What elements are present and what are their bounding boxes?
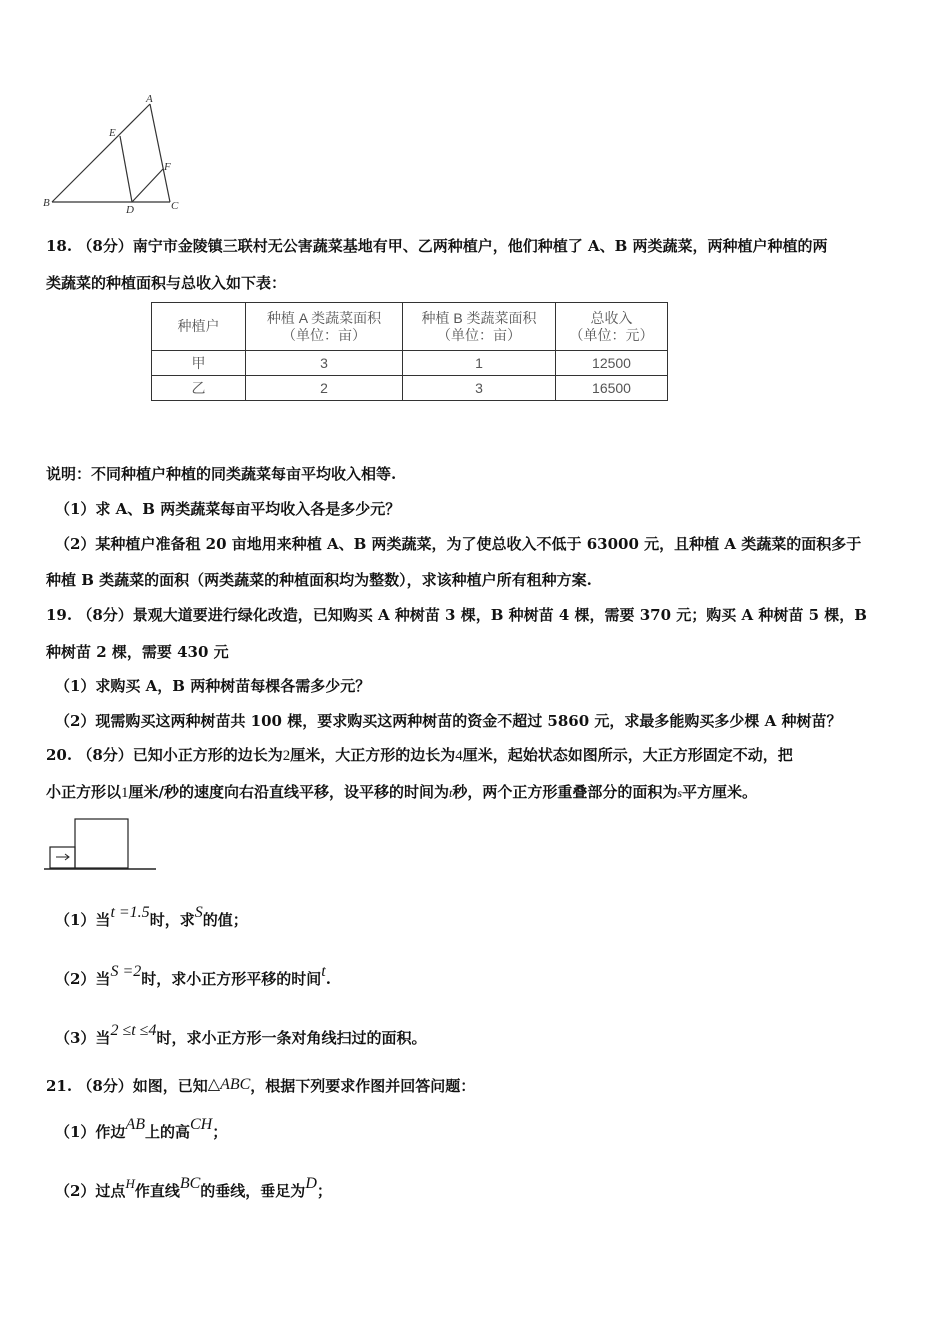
label-D: D bbox=[126, 204, 134, 216]
q20-stem-line2: 小正方形以1厘米/秒的速度向右沿直线平移，设平移的时间为t秒，两个正方形重叠部分的面积为s平方厘米。 bbox=[46, 783, 758, 801]
q20-part3: （3）当2 ≤t ≤4时，求小正方形一条对角线扫过的面积。 bbox=[55, 1022, 427, 1047]
label-A: A bbox=[146, 93, 153, 105]
table-header-cell: 种植 A 类蔬菜面积 （单位：亩） bbox=[246, 303, 403, 351]
segment-AC bbox=[150, 104, 170, 202]
q20-stem-line1: 20. （8分）已知小正方形的边长为2厘米，大正方形的边长为4厘米，起始状态如图所示，大正方形固定不动，把 bbox=[46, 746, 793, 764]
table-header-cell: 种植户 bbox=[152, 303, 246, 351]
table-cell: 2 bbox=[246, 376, 403, 401]
q18-stem-line2: 类蔬菜的种植面积与总收入如下表： bbox=[46, 274, 287, 292]
table-header-row bbox=[152, 303, 668, 351]
q18-part2-line1: （2）某种植户准备租 20 亩地用来种植 A、B 两类蔬菜，为了使总收入不低于 63000 元，且种植 A 类蔬菜的面积多于 bbox=[55, 535, 862, 553]
table-cell: 3 bbox=[246, 351, 403, 376]
table-row bbox=[152, 351, 668, 376]
table-header-cell: 种植 B 类蔬菜面积 （单位：亩） bbox=[403, 303, 556, 351]
q21-stem: 21. （8分）如图，已知△ABC，根据下列要求作图并回答问题： bbox=[46, 1076, 476, 1095]
table-cell: 乙 bbox=[152, 376, 246, 401]
q19-stem-line1: 19. （8分）景观大道要进行绿化改造，已知购买 A 种树苗 3 棵，B 种树苗 4 棵，需要 370 元；购买 A 种树苗 5 棵，B bbox=[46, 606, 867, 624]
q19-part1: （1）求购买 A，B 两种树苗每棵各需多少元？ bbox=[55, 677, 371, 695]
q18-stem-line1: 18. （8分）南宁市金陵镇三联村无公害蔬菜基地有甲、乙两种植户，他们种植了 A、B 两类蔬菜，两种植户种植的两 bbox=[46, 237, 828, 255]
table-cell: 甲 bbox=[152, 351, 246, 376]
triangle-figure bbox=[40, 92, 190, 217]
q21-part2: （2）过点H作直线BC的垂线，垂足为D； bbox=[55, 1175, 332, 1200]
q18-note: 说明：不同种植户种植的同类蔬菜每亩平均收入相等. bbox=[46, 465, 397, 483]
table-cell: 12500 bbox=[556, 351, 668, 376]
segment-BA bbox=[52, 104, 150, 202]
table-cell: 1 bbox=[403, 351, 556, 376]
q21-part1: （1）作边AB上的高CH； bbox=[55, 1116, 228, 1141]
squares-figure bbox=[44, 815, 156, 873]
label-F: F bbox=[164, 161, 171, 173]
q18-part2-line2: 种植 B 类蔬菜的面积（两类蔬菜的种植面积均为整数），求该种植户所有租种方案. bbox=[46, 571, 592, 589]
table-row bbox=[152, 376, 668, 401]
q19-stem-line2: 种树苗 2 棵，需要 430 元 bbox=[46, 643, 229, 661]
q18-part1: （1）求 A、B 两类蔬菜每亩平均收入各是多少元？ bbox=[55, 500, 401, 518]
q20-part1: （1）当t =1.5时，求S的值； bbox=[55, 904, 248, 929]
q20-part2: （2）当S =2时，求小正方形平移的时间t. bbox=[55, 963, 331, 988]
label-E: E bbox=[109, 127, 116, 139]
table-cell: 16500 bbox=[556, 376, 668, 401]
segment-ED bbox=[120, 136, 132, 202]
segment-DF bbox=[132, 169, 163, 202]
large-square bbox=[75, 819, 128, 868]
label-B: B bbox=[43, 197, 50, 209]
table-header-cell: 总收入 （单位：元） bbox=[556, 303, 668, 351]
table-cell: 3 bbox=[403, 376, 556, 401]
q19-part2: （2）现需购买这两种树苗共 100 棵，要求购买这两种树苗的资金不超过 5860 元，求最多能购买多少棵 A 种树苗？ bbox=[55, 712, 842, 730]
label-C: C bbox=[171, 200, 179, 212]
q18-table bbox=[151, 302, 668, 401]
